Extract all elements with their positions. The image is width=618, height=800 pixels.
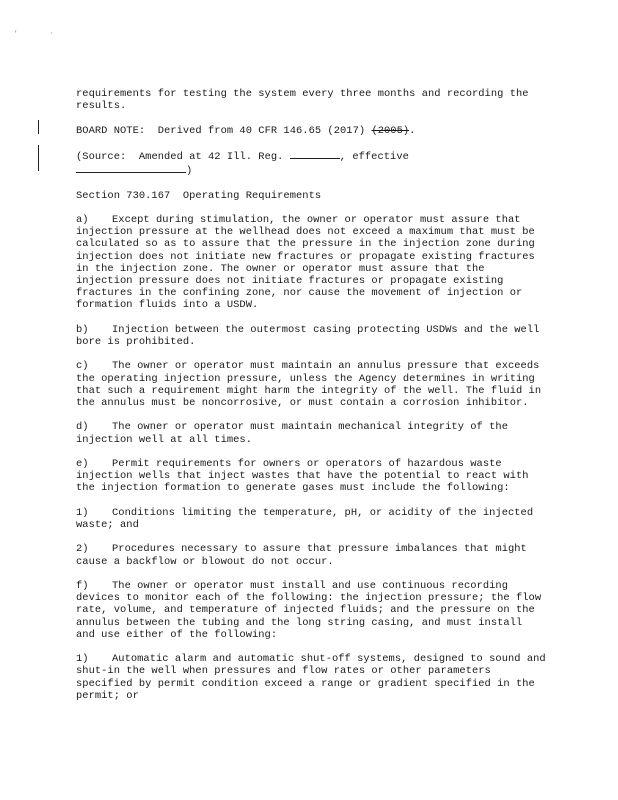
subsection-marker: e) <box>76 457 89 470</box>
section-heading <box>76 190 546 202</box>
subsection-e-1 <box>76 507 546 531</box>
subsection-f <box>76 580 546 641</box>
subsection-marker: 1) <box>76 653 89 666</box>
subsection-marker: c) <box>76 360 89 373</box>
board-note-text: Derived from 40 CFR 146.65 (2017) <box>157 124 366 137</box>
subsection-marker: b) <box>76 323 89 336</box>
subsection-e <box>76 458 546 495</box>
revision-bar-source <box>38 145 39 171</box>
subsection-text: Conditions limiting the temperature, pH, or acidity of the injected waste; and <box>76 506 534 531</box>
source-text: Amended at 42 Ill. Reg. <box>138 150 284 163</box>
subsection-d <box>76 421 546 445</box>
subsection-marker: a) <box>76 213 89 226</box>
source-label: (Source: <box>76 150 127 163</box>
subsection-text: The owner or operator must maintain an annulus pressure that exceeds the operating injection pressure, unless the Agency determines in writing that such a requirement might harm the integrity of the well. The fluid in the annulus must be noncorrosive, or must contain a corrosion inhibitor. <box>76 360 542 409</box>
subsection-text: The owner or operator must maintain mechanical integrity of the injection well at all times. <box>76 421 508 446</box>
subsection-a <box>76 214 546 312</box>
subsection-text: The owner or operator must install and use continuous recording devices to monitor each of the following: the injection pressure; the flow rate, volume, and temperature of injected fluids; and the pressure on the annulus between the tubing and the long string casing, and must install and use either of the following: <box>76 579 542 641</box>
subsection-marker: d) <box>76 421 89 434</box>
section-title: Operating Requirements <box>182 189 322 202</box>
source-effective: , effective <box>339 150 409 163</box>
source-close: ) <box>186 165 193 178</box>
subsection-text: Injection between the outermost casing protecting USDWs and the well bore is prohibited. <box>76 323 540 348</box>
board-note <box>76 125 546 137</box>
register-page-blank <box>290 149 340 159</box>
source-note <box>76 149 546 177</box>
subsection-text: Automatic alarm and automatic shut-off systems, designed to sound and shut-in the well when pressures and flow rates or other parameters specified by permit condition exceed a range or gradient specified in the permit; or <box>76 653 546 702</box>
subsection-text: Procedures necessary to assure that pressure imbalances that might cause a backflow or blowout do not occur. <box>76 543 527 568</box>
section-number: Section 730.167 <box>76 189 171 202</box>
subsection-f-1 <box>76 653 546 702</box>
continuation-text: requirements for testing the system every three months and recording the results. <box>76 88 529 113</box>
board-note-end: . <box>409 124 416 137</box>
board-note-label: BOARD NOTE: <box>76 124 146 137</box>
board-note-struck-text: (2005) <box>371 124 410 137</box>
subsection-c <box>76 360 546 409</box>
subsection-marker: 1) <box>76 506 89 519</box>
subsection-marker: 2) <box>76 543 89 556</box>
effective-date-blank <box>76 163 186 173</box>
subsection-e-2 <box>76 543 546 567</box>
subsection-text: Except during stimulation, the owner or operator must assure that injection pressure at the wellhead does not exceed a maximum that must be calculated so as to assure that the pressure in the injection zone during injection does not initiate new fractures or propagate existing fractures in the injection zone. The owner or operator must assure that the injection pressure does not initiate fractures or propagate existing fractures in the confining zone, nor cause the movement of injection or formation fluids into a USDW. <box>76 213 535 312</box>
scan-mark-right: · <box>50 30 54 37</box>
scan-mark-left: ' <box>14 30 18 37</box>
subsection-text: Permit requirements for owners or operators of hazardous waste injection wells that inject wastes that have the potential to react with the injection formation to generate gases must include the following: <box>76 457 529 495</box>
subsection-marker: f) <box>76 579 89 592</box>
subsection-b <box>76 324 546 348</box>
revision-bar-board-note <box>38 120 39 134</box>
document-body <box>76 88 546 714</box>
